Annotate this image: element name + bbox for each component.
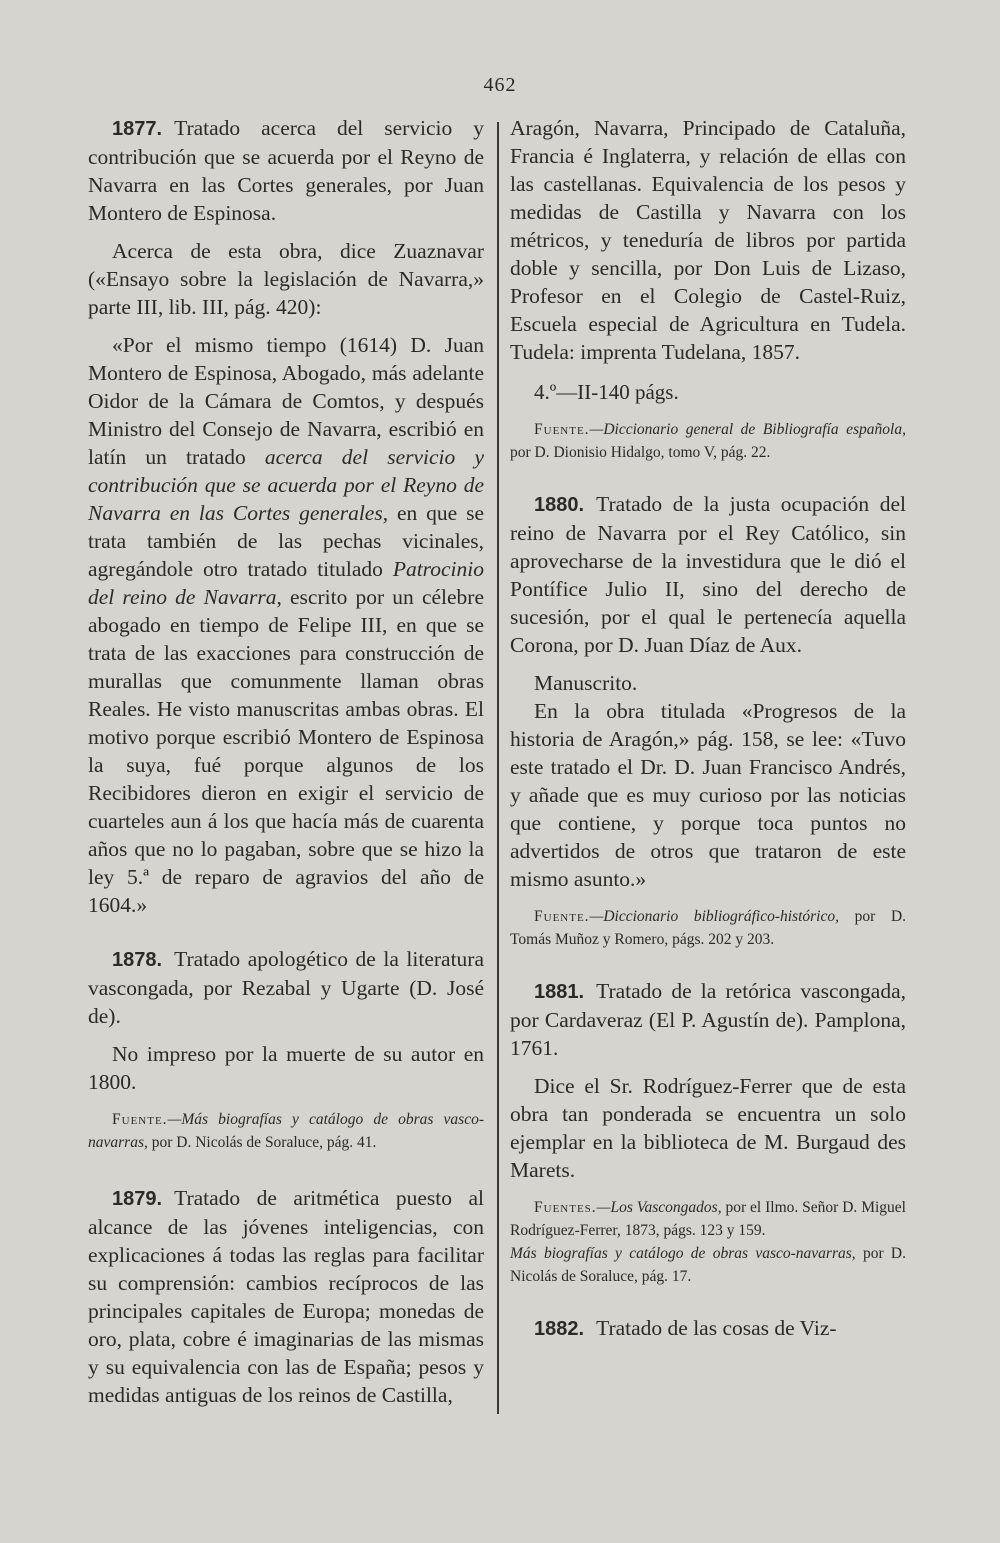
entry-title: Tratado acerca del servicio y contribución que se acuerda por el Reyno de Navarra en las Cortes generales, por Juan Montero de Espinosa. (88, 116, 484, 225)
source-title: —Diccionario general de Bibliografía española, (589, 421, 906, 438)
entry-1879-heading (88, 1184, 484, 1409)
source-note (510, 905, 906, 951)
quote-italic-title: acerca del servicio y contribución que se acuerda por el Reyno de Navarra en las Cortes generales (88, 445, 484, 525)
entry-1882-heading (510, 1314, 906, 1343)
source-detail: por el Ilmo. Señor D. Miguel Rodríguez-Ferrer, 1873, págs. 123 y 159. (510, 1199, 906, 1239)
entry-paragraph: Acerca de esta obra, dice Zuaznavar («Ensayo sobre la legislación de Navarra,» parte III, lib. III, pág. 420): (88, 239, 484, 319)
source-label: Fuente. (112, 1111, 168, 1128)
entry-1880-heading (510, 490, 906, 659)
entry-quote (88, 331, 484, 919)
entry-paragraph: Dice el Sr. Rodríguez-Ferrer que de esta obra tan ponderada se encuentra un solo ejemplar en la biblioteca de M. Burgaud des Marets. (510, 1074, 906, 1182)
entry-number: 1880. (534, 494, 585, 516)
source-note (510, 1196, 906, 1288)
entry-number: 1879. (112, 1188, 163, 1210)
source-detail: por D. Nicolás de Soraluce, pág. 17. (510, 1245, 907, 1285)
entry-title: Tratado de aritmética puesto al alcance de las jóvenes inteligencias, con explicaciones á todas las reglas para facilitar su comprensión: cambios recíprocos de las principales capitales de Europa; monedas de oro, plata, cobre é imaginarias de las mismas y su equivalencia con las de España; pesos y medidas antiguas de los reinos de Castilla, (88, 1186, 484, 1407)
entry-1877-heading (88, 114, 484, 227)
quote-text: «Por el mismo tiempo (1614) D. Juan Montero de Espinosa, Abogado, más adelante Oidor de la Cámara de Comtos, y después Ministro del Consejo de Navarra, escribió en latín un tratado (88, 333, 484, 469)
source-label: Fuentes. (534, 1199, 597, 1216)
entry-1881-heading (510, 977, 906, 1062)
entry-1879-continued (510, 114, 906, 464)
entry-title: Tratado de la justa ocupación del reino de Navarra por el Rey Católico, sin aprovecharse de la investidura que le dió el Pontífice Julio II, sino del derecho de sucesión, por el qual le pertenecía aquella Corona, por D. Juan Díaz de Aux. (510, 492, 906, 657)
source-label: Fuente. (534, 908, 590, 925)
source-detail: por D. Dionisio Hidalgo, tomo V, pág. 22. (510, 444, 771, 461)
source-detail: por D. Nicolás de Soraluce, pág. 41. (147, 1134, 377, 1151)
quote-text: , en que se trata también de las pechas vicinales, agregándole otro tratado titulado (88, 501, 484, 581)
column-divider (497, 122, 499, 1414)
source-title: Más biografías y catálogo de obras vasco-navarras, (510, 1245, 856, 1262)
entry-1879 (88, 1184, 484, 1409)
entry-1878-heading (88, 945, 484, 1030)
left-column (88, 114, 484, 1427)
source-detail: por D. Tomás Muñoz y Romero, págs. 202 y 203. (510, 908, 907, 948)
entry-1880 (510, 490, 906, 951)
entry-title-continued: Aragón, Navarra, Principado de Cataluña, Francia é Inglaterra, y relación de ellas con las castellanas. Equivalencia de los pesos y medidas de Castilla y Navarra con los métricos, y teneduría de libros por partida doble y sencilla, por Don Luis de Lizaso, Profesor en el Colegio de Castel-Ruiz, Escuela especial de Agricultura en Tudela. Tudela: imprenta Tudelana, 1857. (510, 116, 906, 364)
entry-title: Tratado de las cosas de Viz- (596, 1316, 837, 1340)
quote-italic-title: Patrocinio del reino de Navarra (88, 557, 484, 609)
source-note (510, 418, 906, 464)
entry-1882 (510, 1314, 906, 1343)
source-title: —Los Vascongados, (596, 1199, 722, 1216)
entry-1881 (510, 977, 906, 1288)
entry-paragraph: No impreso por la muerte de su autor en 1800. (88, 1042, 484, 1094)
page-number: 462 (483, 74, 517, 96)
entry-1878 (88, 945, 484, 1154)
source-title: —Diccionario bibliográfico-histórico, (589, 908, 839, 925)
source-title: —Más biografías y catálogo de obras vasco-navarras, (88, 1111, 484, 1151)
source-label: Fuente. (534, 421, 590, 438)
entry-title: Tratado apologético de la literatura vascongada, por Rezabal y Ugarte (D. José de). (88, 947, 484, 1028)
entry-number: 1878. (112, 949, 163, 971)
entry-number: 1877. (112, 118, 163, 140)
format-note: 4.º—II-140 págs. (534, 380, 679, 404)
entry-paragraph: En la obra titulada «Progresos de la historia de Aragón,» pág. 158, se lee: «Tuvo este tratado el Dr. D. Juan Francisco Andrés, y añade que es muy curioso por las noticias que contiene, y porque toca puntos no advertidos de otros que trataron de este mismo asunto.» (510, 699, 906, 891)
quote-text: , escrito por un célebre abogado en tiempo de Felipe III, en que se trata de las exacciones para construcción de murallas que comunmente llaman obras Reales. He visto manuscritas ambas obras. El motivo porque escribió Montero de Espinosa la suya, fué porque algunos de los Recibidores dieron en exigir el servicio de cuarteles aun á los que hacía más de cuarenta años que no lo pagaban, sobre que se hizo la ley 5.ª de reparo de agravios del año de 1604.» (88, 585, 484, 917)
entry-title: Tratado de la retórica vascongada, por Cardaveraz (El P. Agustín de). Pamplona, 1761. (510, 979, 906, 1060)
entry-number: 1881. (534, 981, 585, 1003)
entry-paragraph: Manuscrito. (534, 671, 638, 695)
entry-number: 1882. (534, 1318, 585, 1340)
right-column (510, 114, 906, 1361)
source-note (88, 1108, 484, 1154)
entry-1877 (88, 114, 484, 919)
